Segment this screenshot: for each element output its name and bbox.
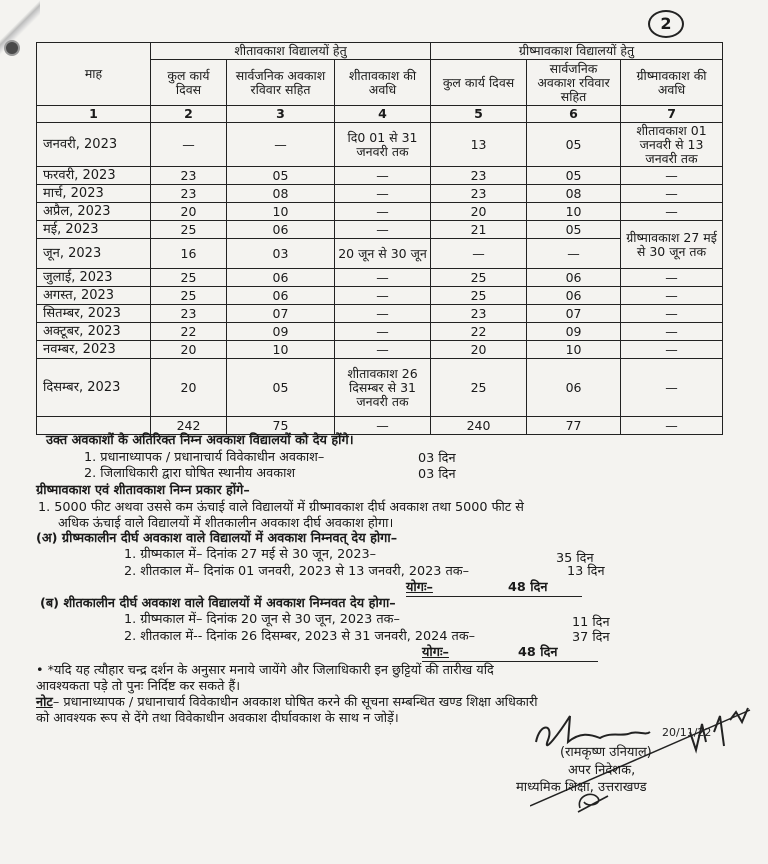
section-b-item-value: 37 दिन bbox=[572, 630, 610, 645]
cell: 10 bbox=[527, 203, 621, 221]
cell: — bbox=[335, 323, 431, 341]
cell-month: अक्टूबर, 2023 bbox=[37, 323, 151, 341]
cell: 22 bbox=[431, 323, 527, 341]
cell-month: सितम्बर, 2023 bbox=[37, 305, 151, 323]
cell: 06 bbox=[527, 359, 621, 417]
cell: 13 bbox=[431, 123, 527, 167]
cell: 08 bbox=[527, 185, 621, 203]
header-summer-workdays: कुल कार्य दिवस bbox=[431, 60, 527, 106]
col-num: 1 bbox=[37, 106, 151, 123]
signatory-designation: अपर निदेशक, bbox=[568, 763, 636, 778]
cell: — bbox=[151, 123, 227, 167]
cell: ग्रीष्मावकाश 27 मई से 30 जून तक bbox=[621, 221, 723, 269]
cell: — bbox=[227, 123, 335, 167]
cell: 05 bbox=[527, 221, 621, 239]
cell: 20 bbox=[151, 359, 227, 417]
section-a-item-value: 13 दिन bbox=[567, 564, 605, 579]
note-label: नोट bbox=[36, 695, 53, 710]
section-a-total-label: योगः– bbox=[406, 580, 433, 595]
table-row bbox=[37, 167, 723, 185]
header-winter-workdays: कुल कार्य दिवस bbox=[151, 60, 227, 106]
table-row bbox=[37, 305, 723, 323]
cell: 03 bbox=[227, 239, 335, 269]
cell: — bbox=[335, 269, 431, 287]
cell: — bbox=[621, 359, 723, 417]
section-a-item-value: 35 दिन bbox=[556, 551, 594, 566]
cell: 23 bbox=[151, 185, 227, 203]
extra-holidays-heading: उक्त अवकाशों के अतिरिक्त निम्न अवकाश विद्यालयों को देय होंगे। bbox=[46, 433, 354, 448]
cell: — bbox=[335, 305, 431, 323]
cell: 23 bbox=[151, 305, 227, 323]
section-b-item-value: 11 दिन bbox=[572, 615, 610, 630]
note-cont: को आवश्यक रूप से देंगे तथा विवेकाधीन अवकाश दीर्घावकाश के साथ न जोड़ें। bbox=[36, 711, 399, 726]
extra-item-label: 2. जिलाधिकारी द्वारा घोषित स्थानीय अवकाश bbox=[84, 466, 296, 481]
cell: 09 bbox=[527, 323, 621, 341]
cell: 06 bbox=[527, 269, 621, 287]
cell-month: मार्च, 2023 bbox=[37, 185, 151, 203]
cell: 06 bbox=[227, 287, 335, 305]
table-row bbox=[37, 185, 723, 203]
cell: शीतावकाश 26 दिसम्बर से 31 जनवरी तक bbox=[335, 359, 431, 417]
cell: — bbox=[621, 323, 723, 341]
cell: 23 bbox=[431, 305, 527, 323]
vacation-point: 1. 5000 फीट अथवा उससे कम ऊंचाई वाले विद्यालयों में ग्रीष्मावकाश दीर्घ अवकाश तथा 5000 फीट से bbox=[38, 500, 524, 515]
cell: 10 bbox=[227, 203, 335, 221]
cell: 06 bbox=[527, 287, 621, 305]
section-a-item: 2. शीतकाल में– दिनांक 01 जनवरी, 2023 से 13 जनवरी, 2023 तक– bbox=[124, 564, 470, 579]
table-row bbox=[37, 123, 723, 167]
table-row bbox=[37, 203, 723, 221]
cell: 07 bbox=[527, 305, 621, 323]
cell: 06 bbox=[227, 269, 335, 287]
cell: 05 bbox=[227, 167, 335, 185]
col-num: 6 bbox=[527, 106, 621, 123]
signatory-office: माध्यमिक शिक्षा, उत्तराखण्ड bbox=[516, 780, 647, 795]
cell-month: जनवरी, 2023 bbox=[37, 123, 151, 167]
cell: — bbox=[621, 203, 723, 221]
col-num: 5 bbox=[431, 106, 527, 123]
cell: — bbox=[621, 417, 723, 435]
festival-note-cont: आवश्यकता पड़े तो पुनः निर्दिष्ट कर सकते हैं। bbox=[36, 679, 241, 694]
cell: 08 bbox=[227, 185, 335, 203]
svg-text:20/11/22: 20/11/22 bbox=[662, 726, 712, 739]
cell: 20 bbox=[151, 341, 227, 359]
section-a-total bbox=[406, 580, 582, 597]
header-month: माह bbox=[37, 43, 151, 106]
note-line bbox=[36, 695, 538, 711]
extra-item-label: 1. प्रधानाध्यापक / प्रधानाचार्य विवेकाधीन अवकाश– bbox=[84, 450, 325, 465]
cell: — bbox=[335, 203, 431, 221]
section-b-total bbox=[422, 645, 598, 662]
cell: 07 bbox=[227, 305, 335, 323]
cell: 22 bbox=[151, 323, 227, 341]
table-row bbox=[37, 221, 723, 239]
cell: — bbox=[621, 269, 723, 287]
table-row bbox=[37, 239, 723, 269]
extra-item-value: 03 दिन bbox=[418, 467, 456, 482]
header-winter-vacation-period: शीतावकाश की अवधि bbox=[335, 60, 431, 106]
header-winter-schools: शीतावकाश विद्यालयों हेतु bbox=[151, 43, 431, 60]
table-row bbox=[37, 287, 723, 305]
section-b-total-label: योगः– bbox=[422, 645, 449, 660]
cell: दि0 01 से 31 जनवरी तक bbox=[335, 123, 431, 167]
cell: 10 bbox=[227, 341, 335, 359]
section-b-item: 1. ग्रीष्मकाल में– दिनांक 20 जून से 30 जून, 2023 तक– bbox=[124, 612, 400, 627]
cell-month: अप्रैल, 2023 bbox=[37, 203, 151, 221]
total-winter-public: 75 bbox=[227, 417, 335, 435]
cell-month: जून, 2023 bbox=[37, 239, 151, 269]
cell: 25 bbox=[151, 269, 227, 287]
cell: 20 जून से 30 जून bbox=[335, 239, 431, 269]
cell: 20 bbox=[431, 203, 527, 221]
cell: 20 bbox=[431, 341, 527, 359]
cell: 05 bbox=[527, 167, 621, 185]
cell: 21 bbox=[431, 221, 527, 239]
col-num: 7 bbox=[621, 106, 723, 123]
total-row bbox=[37, 417, 723, 435]
cell: — bbox=[621, 167, 723, 185]
cell: 05 bbox=[227, 359, 335, 417]
header-summer-vacation-period: ग्रीष्मावकाश की अवधि bbox=[621, 60, 723, 106]
punch-hole bbox=[4, 40, 20, 56]
section-a-total-value: 48 दिन bbox=[508, 580, 548, 595]
section-a-heading: (अ) ग्रीष्मकालीन दीर्घ अवकाश वाले विद्यालयों में अवकाश निम्नवत् देय होगा– bbox=[36, 531, 398, 546]
cell: — bbox=[621, 305, 723, 323]
total-summer-public: 77 bbox=[527, 417, 621, 435]
cell-month: जुलाई, 2023 bbox=[37, 269, 151, 287]
cell: — bbox=[335, 287, 431, 305]
cell: 23 bbox=[431, 185, 527, 203]
cell: — bbox=[335, 341, 431, 359]
cell: — bbox=[335, 221, 431, 239]
vacation-heading: ग्रीष्मावकाश एवं शीतावकाश निम्न प्रकार होंगे– bbox=[36, 483, 250, 498]
column-number-row bbox=[37, 106, 723, 123]
signatory-name: (रामकृष्ण उनियाल) bbox=[560, 745, 652, 760]
vacation-point-cont: अधिक ऊंचाई वाले विद्यालयों में शीतकालीन अवकाश दीर्घ अवकाश होगा। bbox=[58, 516, 394, 531]
cell: — bbox=[621, 287, 723, 305]
total-summer-workdays: 240 bbox=[431, 417, 527, 435]
cell: — bbox=[431, 239, 527, 269]
cell: — bbox=[621, 185, 723, 203]
col-num: 4 bbox=[335, 106, 431, 123]
cell: 09 bbox=[227, 323, 335, 341]
cell-month: नवम्बर, 2023 bbox=[37, 341, 151, 359]
cell: 20 bbox=[151, 203, 227, 221]
cell: 10 bbox=[527, 341, 621, 359]
table-row bbox=[37, 323, 723, 341]
cell: — bbox=[335, 417, 431, 435]
cell: 06 bbox=[227, 221, 335, 239]
cell-month: अगस्त, 2023 bbox=[37, 287, 151, 305]
table-row bbox=[37, 359, 723, 417]
cell: 23 bbox=[431, 167, 527, 185]
table-row bbox=[37, 269, 723, 287]
cell: 23 bbox=[151, 167, 227, 185]
cell: 25 bbox=[151, 287, 227, 305]
note-text: – प्रधानाध्यापक / प्रधानाचार्य विवेकाधीन अवकाश घोषित करने की सूचना सम्बन्धित खण्ड शिक्षा अधिकारी bbox=[52, 695, 538, 710]
cell: — bbox=[335, 185, 431, 203]
cell: 25 bbox=[431, 287, 527, 305]
cell: शीतावकाश 01 जनवरी से 13 जनवरी तक bbox=[621, 123, 723, 167]
holiday-schedule-table bbox=[36, 42, 723, 435]
section-b-item: 2. शीतकाल में-- दिनांक 26 दिसम्बर, 2023 से 31 जनवरी, 2024 तक– bbox=[124, 629, 476, 644]
cell-month: फरवरी, 2023 bbox=[37, 167, 151, 185]
section-b-heading: (ब) शीतकालीन दीर्घ अवकाश वाले विद्यालयों में अवकाश निम्नवत देय होगा– bbox=[40, 596, 396, 611]
total-winter-workdays: 242 bbox=[151, 417, 227, 435]
cell: 25 bbox=[151, 221, 227, 239]
header-summer-schools: ग्रीष्मावकाश विद्यालयों हेतु bbox=[431, 43, 723, 60]
extra-item-value: 03 दिन bbox=[418, 451, 456, 466]
section-b-total-value: 48 दिन bbox=[518, 645, 558, 660]
cell: 16 bbox=[151, 239, 227, 269]
header-summer-public-holidays: सार्वजनिक अवकाश रविवार सहित bbox=[527, 60, 621, 106]
cell: — bbox=[621, 341, 723, 359]
section-a-item: 1. ग्रीष्मकाल में– दिनांक 27 मई से 30 जून, 2023– bbox=[124, 547, 377, 562]
table-row bbox=[37, 341, 723, 359]
cell: 25 bbox=[431, 269, 527, 287]
cell-month: दिसम्बर, 2023 bbox=[37, 359, 151, 417]
col-num: 3 bbox=[227, 106, 335, 123]
cell-month bbox=[37, 417, 151, 435]
initials-scribble bbox=[574, 788, 614, 814]
col-num: 2 bbox=[151, 106, 227, 123]
cell: 05 bbox=[527, 123, 621, 167]
cell: — bbox=[527, 239, 621, 269]
header-winter-public-holidays: सार्वजनिक अवकाश रविवार सहित bbox=[227, 60, 335, 106]
page-number: 2 bbox=[648, 10, 684, 38]
cell: — bbox=[335, 167, 431, 185]
cell: 25 bbox=[431, 359, 527, 417]
cell-month: मई, 2023 bbox=[37, 221, 151, 239]
festival-note: • *यदि यह त्यौहार चन्द्र दर्शन के अनुसार मनाये जायेंगे और जिलाधिकारी इन छुट्टियों की तारीख यदि bbox=[36, 663, 494, 678]
